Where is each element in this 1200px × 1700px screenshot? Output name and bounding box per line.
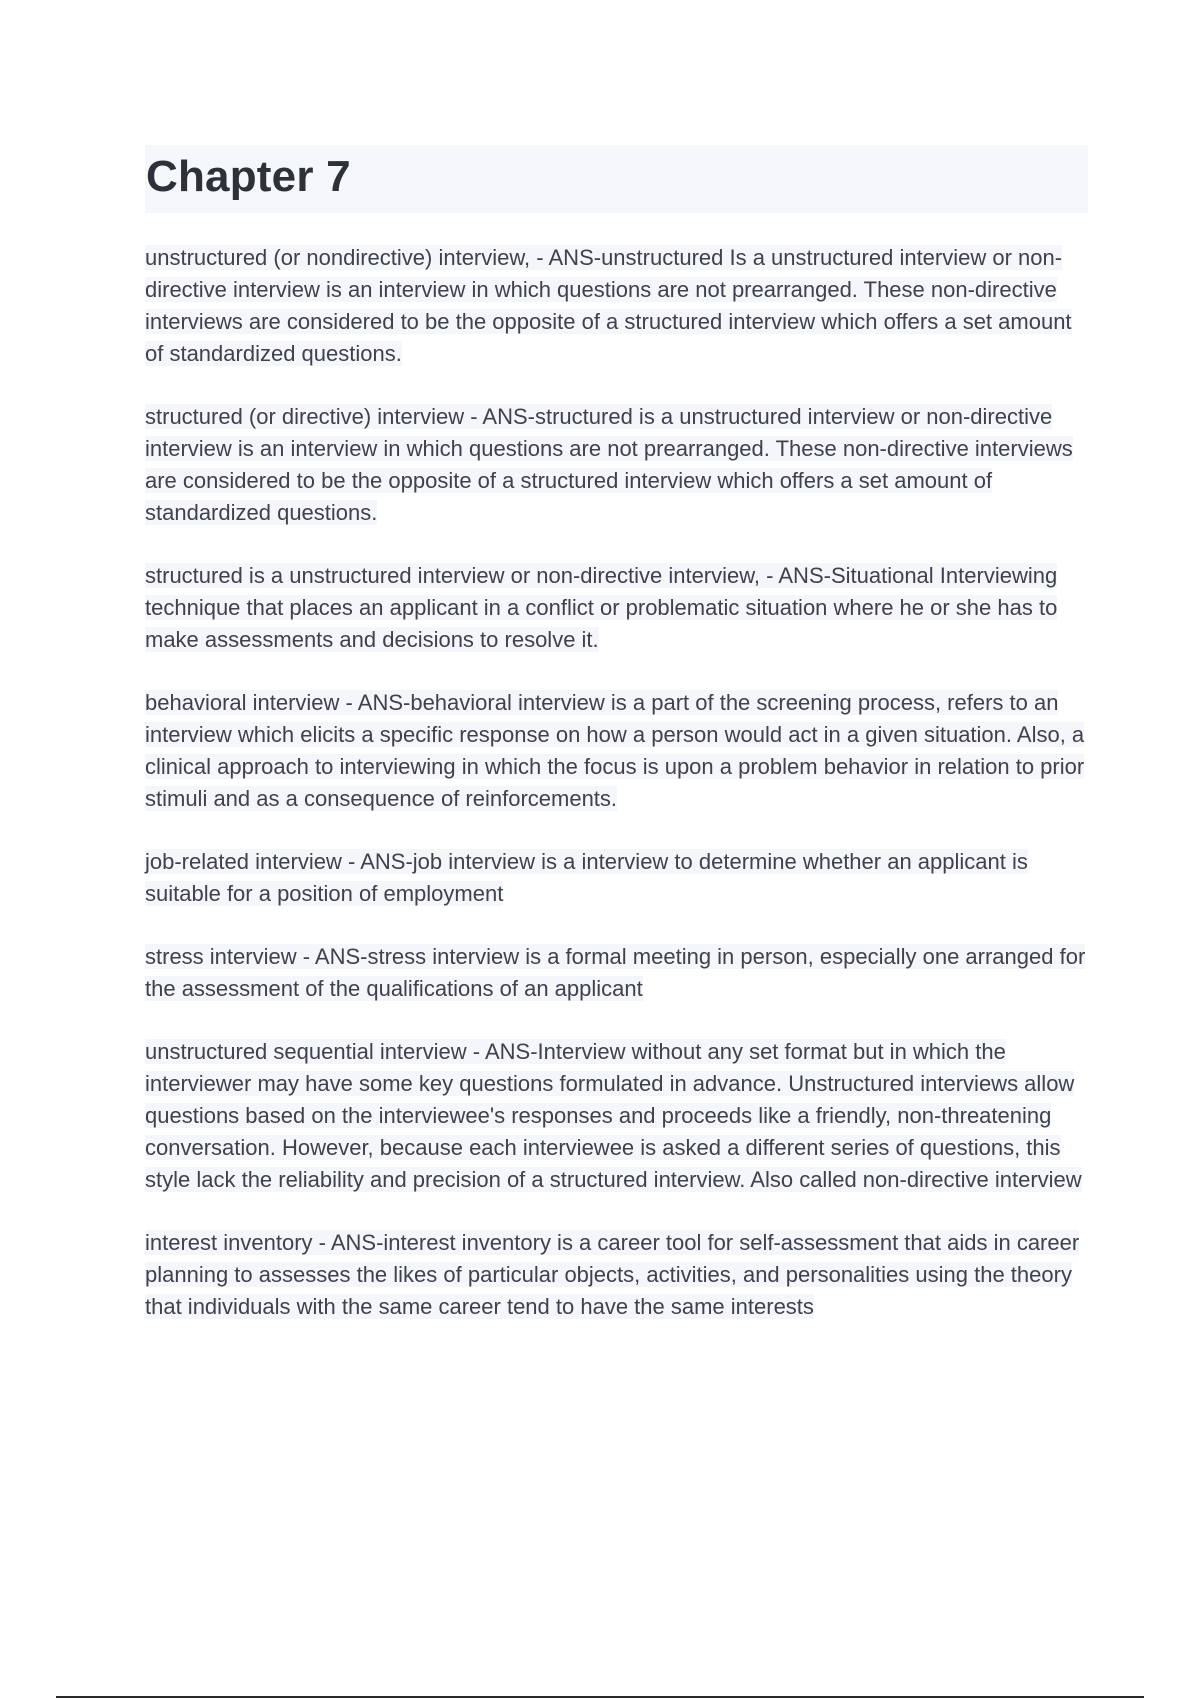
flashcard-entry — [145, 687, 1095, 815]
flashcard-entry — [145, 1227, 1095, 1323]
flashcard-entry — [145, 1036, 1095, 1196]
flashcard-text: job-related interview - ANS-job interview is a interview to determine whether an applicant is suitable for a position of employment — [145, 849, 1028, 906]
chapter-title: Chapter 7 — [146, 152, 351, 201]
flashcard-text: unstructured sequential interview - ANS-Interview without any set format but in which the interviewer may have some key questions formulated in advance. Unstructured interviews allow questions based on the interviewee's responses and proceeds like a friendly, non-threatening conversation. However, because each interviewee is asked a different series of questions, this style lack the reliability and precision of a structured interview. Also called non-directive interview — [145, 1039, 1082, 1192]
chapter-heading-block — [145, 145, 1088, 213]
flashcard-entry — [145, 560, 1095, 656]
footer-divider — [56, 1696, 1144, 1698]
flashcard-entry — [145, 401, 1095, 529]
flashcard-text: stress interview - ANS-stress interview is a formal meeting in person, especially one arranged for the assessment of the qualifications of an applicant — [145, 944, 1086, 1001]
flashcard-entry — [145, 242, 1095, 370]
flashcard-text: structured (or directive) interview - ANS-structured is a unstructured interview or non-directive interview is an interview in which questions are not prearranged. These non-directive interviews are considered to be the opposite of a structured interview which offers a set amount of standardized questions. — [145, 404, 1073, 525]
flashcard-entry — [145, 846, 1095, 910]
flashcard-text: unstructured (or nondirective) interview, - ANS-unstructured Is a unstructured interview or non-directive interview is an interview in which questions are not prearranged. These non-directive interviews are considered to be the opposite of a structured interview which offers a set amount of standardized questions. — [145, 245, 1072, 366]
flashcard-entry — [145, 941, 1095, 1005]
flashcard-text: behavioral interview - ANS-behavioral interview is a part of the screening process, refers to an interview which elicits a specific response on how a person would act in a given situation. Also, a clinical approach to interviewing in which the focus is upon a problem behavior in relation to prior stimuli and as a consequence of reinforcements. — [145, 690, 1085, 811]
flashcard-list — [145, 242, 1095, 1354]
flashcard-text: structured is a unstructured interview or non-directive interview, - ANS-Situational Interviewing technique that places an applicant in a conflict or problematic situation where he or she has to make assessments and decisions to resolve it. — [145, 563, 1058, 652]
flashcard-text: interest inventory - ANS-interest inventory is a career tool for self-assessment that aids in career planning to assesses the likes of particular objects, activities, and personalities using the theory that individuals with the same career tend to have the same interests — [145, 1230, 1080, 1319]
